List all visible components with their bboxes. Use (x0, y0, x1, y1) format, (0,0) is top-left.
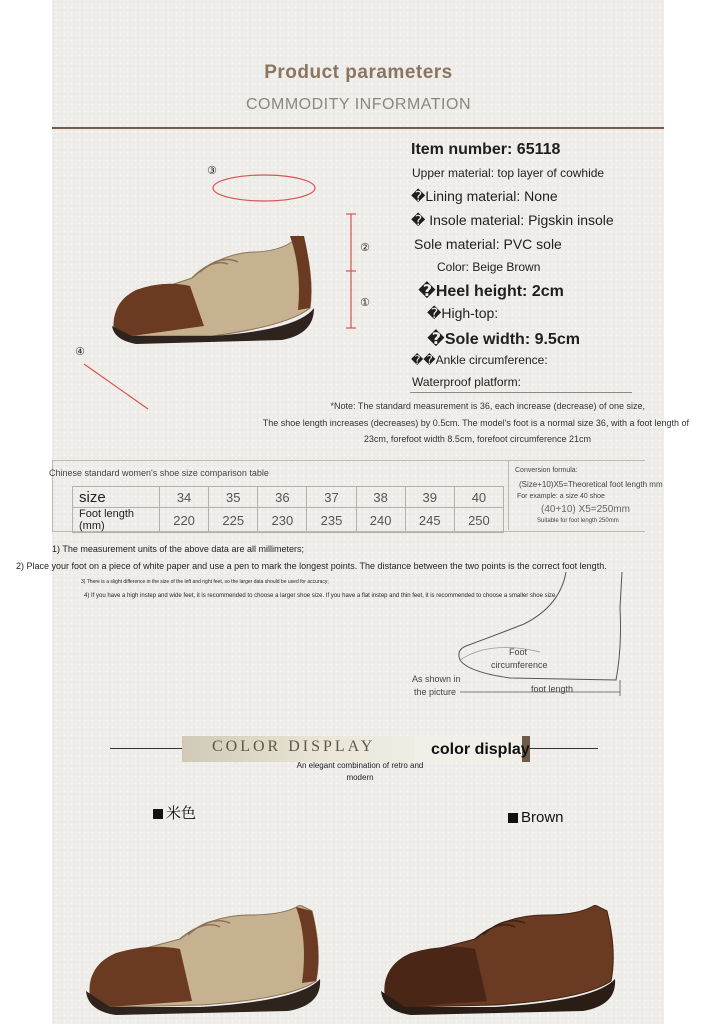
swatch-label-beige (153, 802, 196, 823)
size-cell: 35 (209, 487, 258, 508)
waterproof-platform: Waterproof platform: (412, 375, 521, 389)
size-cell: 34 (160, 487, 209, 508)
ankle-circumference: ��Ankle circumference: (411, 353, 548, 367)
length-cell: 220 (160, 508, 209, 533)
page-subtitle: COMMODITY INFORMATION (245, 96, 471, 113)
shoe-image-beige (80, 905, 330, 1020)
length-cell: 245 (405, 508, 454, 533)
foot-diagram (450, 568, 630, 700)
page-title: Product parameters (264, 62, 453, 83)
size-cell: 38 (356, 487, 405, 508)
sole-width-line (84, 364, 148, 409)
ankle-ellipse (213, 175, 315, 201)
item-number: Item number: 65118 (411, 141, 561, 158)
size-cell: 40 (454, 487, 503, 508)
instruction-3: 3) There is a slight difference in the size of the left and right feet, so the larger data should be used for accuracy; (81, 579, 329, 585)
length-cell: 240 (356, 508, 405, 533)
foot-circ-label-2: circumference (491, 660, 548, 670)
size-row-label: size (73, 487, 160, 508)
size-cell: 36 (258, 487, 307, 508)
table-row (73, 487, 504, 508)
marker-2: ② (360, 242, 370, 254)
size-cell: 39 (405, 487, 454, 508)
swatch-brown-text: Brown (521, 809, 564, 826)
note-line-1: *Note: The standard measurement is 36, each increase (decrease) of one size, (330, 401, 645, 411)
banner-line-left (110, 748, 182, 749)
color-display-side-text: color display (431, 741, 530, 758)
upper-material: Upper material: top layer of cowhide (412, 166, 605, 180)
foot-length-label: foot length (531, 684, 574, 694)
foot-circ-label-1: Foot (509, 647, 528, 657)
conversion-formula: (Size+10)X5=Theoretical foot length mm (519, 480, 663, 489)
swatch-label-brown (508, 809, 564, 826)
marker-1: ① (360, 297, 370, 309)
heel-height: �Heel height: 2cm (418, 283, 564, 300)
shown-label-2: the picture (414, 687, 457, 697)
sole-width: �Sole width: 9.5cm (427, 331, 580, 348)
size-cell: 37 (307, 487, 356, 508)
color-tagline: An elegant combination of retro and modern (296, 761, 424, 782)
note-line-2: The shoe length increases (decreases) by 0.5cm. The model's foot is a normal size 36, with a foot length of (262, 418, 689, 428)
color-display-title: COLOR DISPLAY (212, 738, 376, 755)
length-row-label: Foot length (mm) (73, 508, 160, 533)
shoe-image-main (112, 236, 314, 344)
instruction-1: 1) The measurement units of the above data are all millimeters; (52, 544, 304, 554)
marker-4: ③ (207, 165, 217, 177)
insole-material: � Insole material: Pigskin insole (411, 212, 614, 228)
params-divider (410, 392, 632, 393)
instruction-4: 4) If you have a high instep and wide feet, it is recommended to choose a larger shoe size. If you have a flat instep and thin feet, it is recommended to choose a smaller shoe size. (84, 593, 557, 599)
note-line-3: 23cm, forefoot width 8.5cm, forefoot circumference 21cm (363, 434, 591, 444)
table-row (73, 508, 504, 533)
swatch-square-icon (153, 809, 163, 819)
shown-label-1: As shown in (412, 674, 461, 684)
swatch-beige-text: 米色 (166, 805, 197, 822)
banner-line-right (530, 748, 598, 749)
size-table (72, 486, 504, 533)
sole-material: Sole material: PVC sole (414, 236, 562, 252)
size-table-caption: Chinese standard women's shoe size comparison table (49, 468, 269, 478)
length-cell: 230 (258, 508, 307, 533)
instruction-2: 2) Place your foot on a piece of white paper and use a pen to mark the longest points. The distance between the two points is the correct foot length. (16, 561, 607, 571)
length-cell: 235 (307, 508, 356, 533)
marker-3: ④ (75, 346, 85, 358)
high-top: �High-top: (427, 305, 499, 321)
conversion-suitable: Suitable for foot length 250mm (537, 518, 619, 524)
shoe-measure-diagram (52, 140, 392, 420)
conversion-title: Conversion formula: (515, 467, 578, 474)
title-divider (52, 127, 664, 129)
color-param: Color: Beige Brown (437, 260, 541, 274)
conversion-calc: (40+10) X5=250mm (541, 504, 630, 515)
length-cell: 225 (209, 508, 258, 533)
conversion-example: For example: a size 40 shoe (517, 493, 605, 500)
swatch-square-icon (508, 813, 518, 823)
length-cell: 250 (454, 508, 503, 533)
lining-material: �Lining material: None (411, 188, 558, 204)
shoe-image-brown (375, 905, 625, 1020)
